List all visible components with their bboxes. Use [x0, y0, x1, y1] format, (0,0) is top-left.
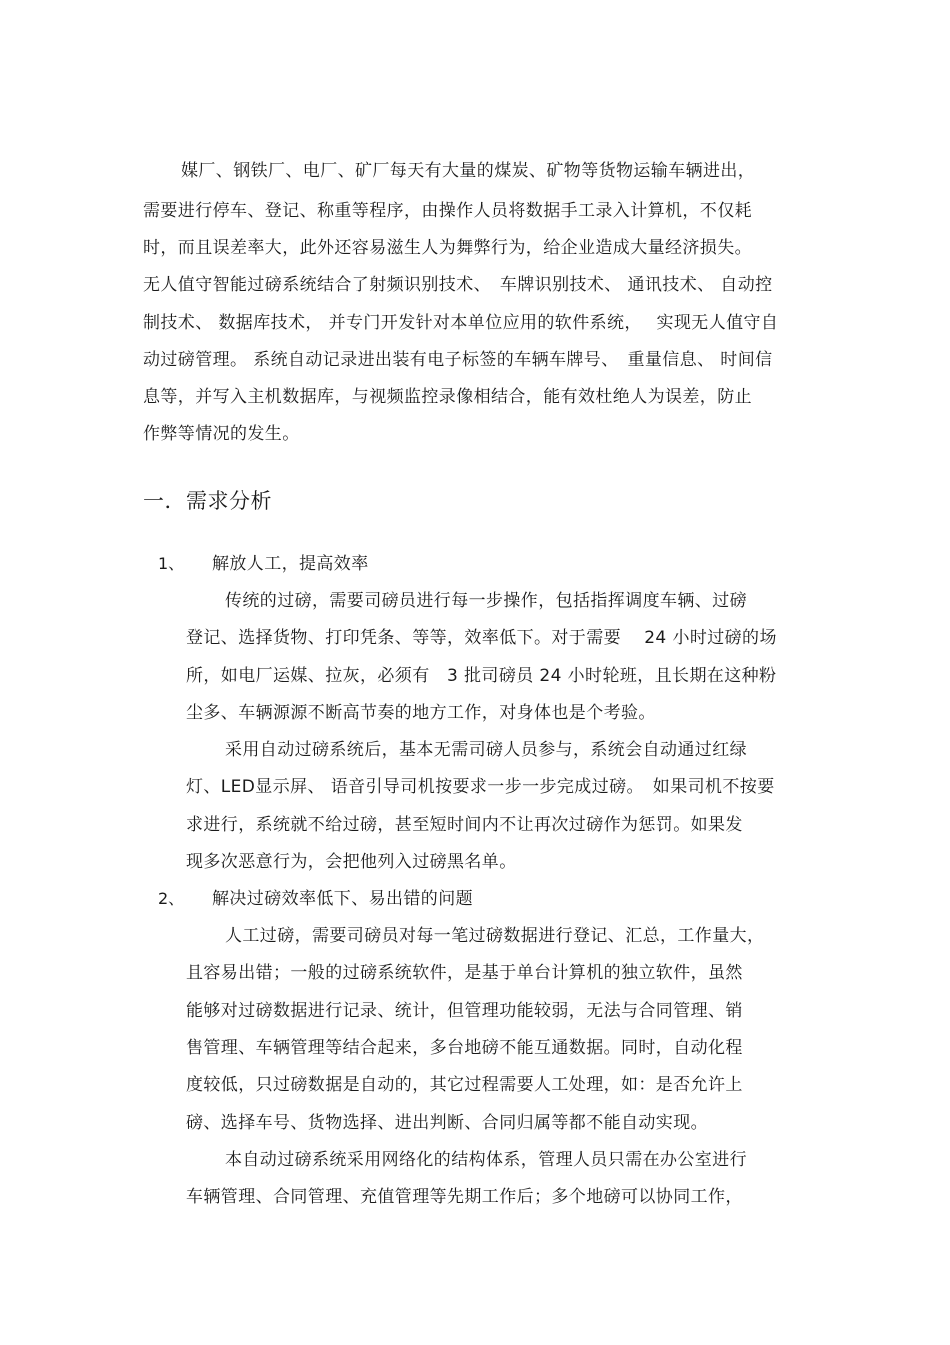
item1-para1-line: 所，如电厂运媒、拉灰，必须有 3 批司磅员 24 小时轮班，且长期在这种粉 [186, 666, 777, 686]
item2-para1-line: 磅、选择车号、货物选择、进出判断、合同归属等都不能自动实现。 [186, 1113, 708, 1133]
intro-line: 无人值守智能过磅系统结合了射频识别技术、 车牌识别技术、 通讯技术、 自动控 [143, 275, 773, 295]
item-number: 2、 [158, 889, 185, 908]
item1-para1-line: 登记、选择货物、打印凭条、等等，效率低下。对于需要 24 小时过磅的场 [186, 628, 777, 648]
item2-para2-line: 本自动过磅系统采用网络化的结构体系，管理人员只需在办公室进行 [225, 1150, 747, 1170]
item1-para2-line: 现多次恶意行为，会把他列入过磅黑名单。 [186, 852, 517, 872]
item1-para1-line: 传统的过磅，需要司磅员进行每一步操作，包括指挥调度车辆、过磅 [225, 591, 747, 611]
item1-para2-line: 采用自动过磅系统后，基本无需司磅人员参与，系统会自动通过红绿 [225, 740, 747, 760]
item-title: 解放人工，提高效率 [212, 554, 369, 574]
intro-line: 作弊等情况的发生。 [143, 424, 300, 444]
intro-line: 动过磅管理。 系统自动记录进出装有电子标签的车辆车牌号、 重量信息、 时间信 [143, 350, 773, 370]
item-number: 1、 [158, 554, 185, 573]
section-title: 一．需求分析 [143, 489, 272, 513]
intro-line: 时，而且误差率大，此外还容易滋生人为舞弊行为，给企业造成大量经济损失。 [143, 238, 752, 258]
item2-para1-line: 度较低，只过磅数据是自动的，其它过程需要人工处理，如：是否允许上 [186, 1075, 743, 1095]
intro-line: 需要进行停车、登记、称重等程序，由操作人员将数据手工录入计算机，不仅耗 [143, 201, 752, 221]
item1-para2-line: 求进行，系统就不给过磅，甚至短时间内不让再次过磅作为惩罚。如果发 [186, 815, 743, 835]
item2-para1-line: 人工过磅，需要司磅员对每一笔过磅数据进行登记、汇总，工作量大， [225, 926, 765, 946]
item1-para1-line: 尘多、车辆源源不断高节奏的地方工作，对身体也是个考验。 [186, 703, 656, 723]
item2-para1-line: 售管理、车辆管理等结合起来，多台地磅不能互通数据。同时，自动化程 [186, 1038, 743, 1058]
item1-para2-line: 灯、LED显示屏、 语音引导司机按要求一步一步完成过磅。 如果司机不按要 [186, 777, 775, 797]
item2-para1-line: 能够对过磅数据进行记录、统计，但管理功能较弱，无法与合同管理、销 [186, 1001, 743, 1021]
item2-para1-line: 且容易出错；一般的过磅系统软件，是基于单台计算机的独立软件，虽然 [186, 963, 743, 983]
item-title: 解决过磅效率低下、易出错的问题 [212, 889, 473, 909]
intro-line: 媒厂、钢铁厂、电厂、矿厂每天有大量的煤炭、矿物等货物运输车辆进出， [181, 161, 756, 181]
intro-line: 制技术、 数据库技术， 并专门开发针对本单位应用的软件系统， 实现无人值守自 [143, 313, 779, 333]
item2-para2-line: 车辆管理、合同管理、充值管理等先期工作后；多个地磅可以协同工作， [186, 1187, 743, 1207]
intro-line: 息等，并写入主机数据库，与视频监控录像相结合，能有效杜绝人为误差，防止 [143, 387, 752, 407]
